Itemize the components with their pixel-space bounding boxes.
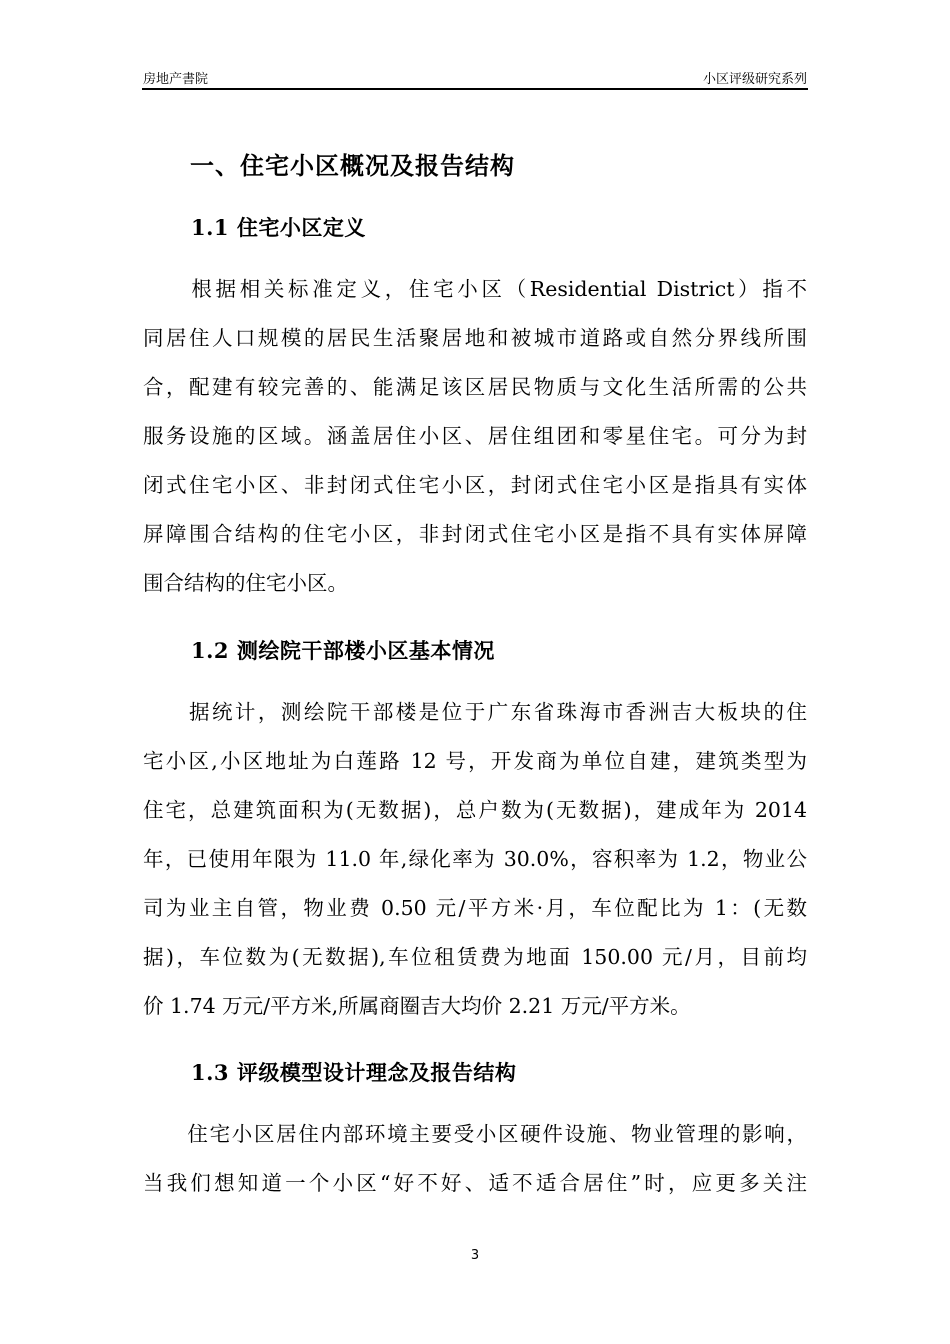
text-line: 司为业主自管，物业费 0.50 元/平方米·月，车位配比为 1：(无数 [143, 896, 807, 920]
text-line: 价 1.74 万元/平方米,所属商圈吉大均价 2.21 万元/平方米。 [143, 994, 691, 1018]
text-line: 住宅，总建筑面积为(无数据)，总户数为(无数据)，建成年为 2014 [143, 798, 807, 822]
text-line: 根据相关标准定义，住宅小区（Residential District）指不 [143, 277, 807, 301]
text-line: 据统计，测绘院干部楼是位于广东省珠海市香洲吉大板块的住 [143, 700, 807, 724]
text-line: 年，已使用年限为 11.0 年,绿化率为 30.0%，容积率为 1.2，物业公 [143, 847, 807, 871]
text-line: 据)，车位数为(无数据),车位租赁费为地面 150.00 元/月，目前均 [143, 945, 807, 969]
text-line: 围合结构的住宅小区。 [143, 571, 348, 595]
section-heading-1-2: 1.2 测绘院干部楼小区基本情况 [191, 638, 495, 663]
header-publisher: 房地产書院 [143, 72, 209, 87]
section-1-2-paragraph [143, 688, 807, 1031]
chapter-title: 一、住宅小区概况及报告结构 [190, 151, 515, 180]
section-1-1-paragraph [143, 265, 807, 608]
text-line: 宅小区,小区地址为白莲路 12 号，开发商为单位自建，建筑类型为 [143, 749, 807, 773]
page-header [142, 66, 808, 90]
section-1-3-paragraph [143, 1110, 807, 1208]
text-line: 屏障围合结构的住宅小区，非封闭式住宅小区是指不具有实体屏障 [143, 522, 807, 546]
text-line: 闭式住宅小区、非封闭式住宅小区，封闭式住宅小区是指具有实体 [143, 473, 807, 497]
section-heading-1-1: 1.1 住宅小区定义 [191, 215, 366, 240]
text-line: 同居住人口规模的居民生活聚居地和被城市道路或自然分界线所围 [143, 326, 807, 350]
text-line: 住宅小区居住内部环境主要受小区硬件设施、物业管理的影响， [143, 1122, 807, 1146]
text-line: 当我们想知道一个小区“好不好、适不适合居住”时，应更多关注 [143, 1171, 807, 1195]
text-line: 服务设施的区域。涵盖居住小区、居住组团和零星住宅。可分为封 [143, 424, 807, 448]
section-heading-1-3: 1.3 评级模型设计理念及报告结构 [191, 1060, 517, 1085]
header-series-title: 小区评级研究系列 [702, 72, 807, 87]
page-number: 3 [470, 1248, 480, 1263]
text-line: 合，配建有较完善的、能满足该区居民物质与文化生活所需的公共 [143, 375, 807, 399]
